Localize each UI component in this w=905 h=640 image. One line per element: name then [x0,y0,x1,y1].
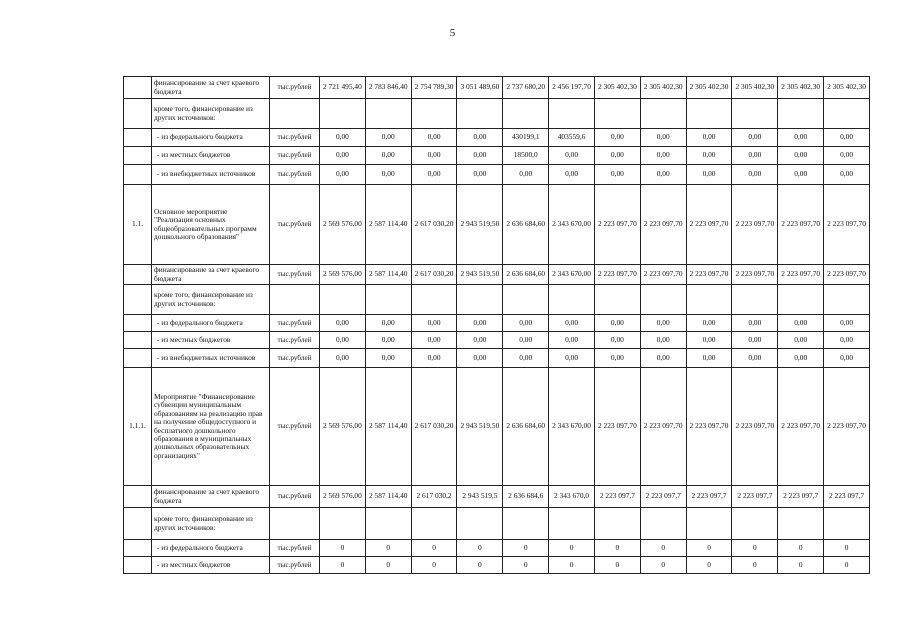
value-cell: 2 223 097,70 [732,265,778,285]
value-cell: 0,00 [640,315,686,332]
value-cell: 0,00 [732,147,778,165]
value-cell: 0,00 [778,147,824,165]
value-cell: 0 [732,557,778,574]
value-cell: 0,00 [457,165,503,185]
value-cell: 0,00 [732,332,778,349]
value-cell [411,508,457,540]
row-unit-cell [270,99,320,129]
budget-table-body [124,77,870,574]
value-cell: 2 223 097,7 [594,486,640,508]
value-cell: 2 617 030,2 [411,486,457,508]
row-unit-cell: тыс.рублей [270,349,320,368]
value-cell [320,508,366,540]
row-unit-cell: тыс.рублей [270,368,320,486]
value-cell: 0 [824,557,870,574]
value-cell: 0,00 [778,165,824,185]
value-cell: 2 343 670,00 [549,185,595,265]
value-cell: 0,00 [411,349,457,368]
value-cell: 0 [411,557,457,574]
value-cell: 0,00 [686,147,732,165]
value-cell: 2 223 097,70 [640,265,686,285]
row-code-cell [124,99,152,129]
value-cell [503,285,549,315]
value-cell: 2 223 097,70 [640,368,686,486]
row-unit-cell: тыс.рублей [270,77,320,99]
row-unit-cell: тыс.рублей [270,486,320,508]
value-cell [824,508,870,540]
value-cell: 0,00 [640,349,686,368]
value-cell [778,99,824,129]
value-cell: 0,00 [503,165,549,185]
value-cell [824,99,870,129]
value-cell: 0,00 [686,165,732,185]
value-cell: 0,00 [549,332,595,349]
value-cell: 2 636 684,60 [503,185,549,265]
value-cell: 0,00 [320,147,366,165]
value-cell [365,508,411,540]
value-cell: 0,00 [365,147,411,165]
value-cell: 0,00 [824,315,870,332]
value-cell: 0,00 [640,129,686,147]
value-cell: 0,00 [549,147,595,165]
value-cell: 0,00 [778,315,824,332]
value-cell: 0,00 [365,349,411,368]
row-unit-cell: тыс.рублей [270,129,320,147]
value-cell: 0,00 [549,315,595,332]
value-cell [778,508,824,540]
value-cell: 2 587 114,40 [365,185,411,265]
value-cell [365,285,411,315]
value-cell: 0,00 [457,349,503,368]
row-code-cell [124,349,152,368]
value-cell: 2 223 097,70 [824,185,870,265]
value-cell: 0 [503,540,549,557]
value-cell: 3 051 489,60 [457,77,503,99]
value-cell: 0,00 [824,147,870,165]
table-row [124,486,870,508]
value-cell: 2 617 030,20 [411,185,457,265]
value-cell: 0,00 [365,165,411,185]
value-cell: 2 943 519,50 [457,185,503,265]
row-name-cell: Мероприятие "Финансирование субвенции муниципальным образованиям на реализацию прав на получение общедоступного и бесплатного дошкольного образования в муниципальных дошкольных образовательных организациях" [152,368,270,486]
value-cell: 2 617 030,20 [411,265,457,285]
value-cell: 2 587 114,40 [365,368,411,486]
value-cell: 0 [732,540,778,557]
value-cell: 0 [549,540,595,557]
value-cell: 0,00 [732,315,778,332]
row-code-cell [124,77,152,99]
value-cell: 0 [594,557,640,574]
value-cell: 2 636 684,6 [503,486,549,508]
value-cell [594,508,640,540]
table-row [124,185,870,265]
value-cell: 0,00 [594,349,640,368]
value-cell: 0,00 [411,165,457,185]
value-cell: 0,00 [594,315,640,332]
row-name-cell: финансирование за счет краевого бюджета [152,77,270,99]
value-cell [411,99,457,129]
value-cell: 0 [365,540,411,557]
row-unit-cell: тыс.рублей [270,147,320,165]
value-cell: 0 [778,557,824,574]
value-cell: 2 223 097,7 [686,486,732,508]
value-cell: 0,00 [457,315,503,332]
value-cell: 2 343 670,00 [549,368,595,486]
value-cell [503,508,549,540]
value-cell: 0 [686,557,732,574]
value-cell: 2 343 670,0 [549,486,595,508]
value-cell: 2 587 114,40 [365,265,411,285]
row-unit-cell [270,508,320,540]
value-cell [320,285,366,315]
value-cell: 0,00 [824,165,870,185]
value-cell [640,99,686,129]
value-cell: 0,00 [778,349,824,368]
value-cell: 0 [778,540,824,557]
value-cell [594,285,640,315]
value-cell: 0,00 [411,332,457,349]
value-cell: 0,00 [594,147,640,165]
value-cell: 0 [503,557,549,574]
row-code-cell [124,540,152,557]
table-row [124,99,870,129]
table-row [124,129,870,147]
value-cell: 0,00 [457,147,503,165]
value-cell: 0 [640,540,686,557]
row-name-cell: - из внебюджетных источников [152,165,270,185]
value-cell: 0,00 [549,165,595,185]
value-cell: 0,00 [686,332,732,349]
value-cell: 0,00 [320,315,366,332]
value-cell: 2 223 097,70 [732,185,778,265]
budget-table [123,76,870,574]
value-cell [549,508,595,540]
table-row [124,147,870,165]
value-cell: 2 943 519,5 [457,486,503,508]
row-code-cell: 1.1.1. [124,368,152,486]
value-cell: 2 305 402,30 [594,77,640,99]
value-cell: 0,00 [411,315,457,332]
value-cell [503,99,549,129]
row-unit-cell: тыс.рублей [270,332,320,349]
value-cell [640,508,686,540]
table-row [124,165,870,185]
value-cell [457,99,503,129]
row-code-cell [124,486,152,508]
value-cell: 0 [824,540,870,557]
value-cell: 0,00 [549,349,595,368]
value-cell: 2 305 402,30 [778,77,824,99]
value-cell: 2 569 576,00 [320,486,366,508]
value-cell: 2 943 519,50 [457,368,503,486]
value-cell [457,508,503,540]
value-cell: 2 223 097,70 [778,368,824,486]
row-code-cell: 1.1. [124,185,152,265]
value-cell: 2 617 030,20 [411,368,457,486]
value-cell: 0 [686,540,732,557]
value-cell [549,99,595,129]
row-name-cell: финансирование за счет краевого бюджета [152,265,270,285]
table-row [124,349,870,368]
value-cell: 0,00 [778,129,824,147]
value-cell: 0,00 [320,129,366,147]
table-row [124,368,870,486]
table-row [124,77,870,99]
value-cell [365,99,411,129]
value-cell: 2 587 114,40 [365,486,411,508]
row-code-cell [124,285,152,315]
value-cell: 2 223 097,7 [778,486,824,508]
value-cell: 0,00 [503,332,549,349]
row-code-cell [124,165,152,185]
value-cell: 2 223 097,70 [824,368,870,486]
value-cell: 0,00 [503,349,549,368]
value-cell: 0,00 [457,129,503,147]
value-cell: 0,00 [594,165,640,185]
value-cell: 2 343 670,00 [549,265,595,285]
value-cell: 2 223 097,70 [686,368,732,486]
value-cell: 0 [594,540,640,557]
value-cell: 2 783 846,40 [365,77,411,99]
value-cell: 2 305 402,30 [824,77,870,99]
row-name-cell: кроме того, финансирование из других источников: [152,99,270,129]
value-cell: 0,00 [778,332,824,349]
value-cell: 18500,0 [503,147,549,165]
value-cell: 0,00 [594,332,640,349]
value-cell: 0,00 [640,165,686,185]
value-cell: 0 [320,540,366,557]
row-code-cell [124,129,152,147]
value-cell [732,285,778,315]
value-cell [320,99,366,129]
value-cell: 0,00 [732,165,778,185]
value-cell: 0,00 [411,147,457,165]
value-cell [411,285,457,315]
value-cell: 2 223 097,7 [824,486,870,508]
value-cell: 2 569 576,00 [320,368,366,486]
value-cell: 2 223 097,70 [686,265,732,285]
row-unit-cell: тыс.рублей [270,557,320,574]
value-cell: 0,00 [732,129,778,147]
row-name-cell: Основное мероприятие "Реализация основных общеобразовательных программ дошкольного образования" [152,185,270,265]
table-row [124,540,870,557]
value-cell: 2 305 402,30 [640,77,686,99]
table-row [124,508,870,540]
page-number: 5 [449,27,456,39]
value-cell: 0,00 [824,332,870,349]
value-cell [457,285,503,315]
value-cell: 0 [411,540,457,557]
value-cell: 0,00 [640,332,686,349]
value-cell: 2 223 097,70 [732,368,778,486]
value-cell: 2 223 097,70 [594,368,640,486]
value-cell: 2 223 097,7 [640,486,686,508]
row-name-cell: - из внебюджетных источников [152,349,270,368]
row-unit-cell: тыс.рублей [270,315,320,332]
value-cell: 0 [457,540,503,557]
value-cell [686,99,732,129]
value-cell: 2 305 402,30 [732,77,778,99]
value-cell: 430199,1 [503,129,549,147]
value-cell: 0,00 [503,315,549,332]
row-name-cell: - из местных бюджетов [152,332,270,349]
value-cell: 0,00 [824,349,870,368]
value-cell: 0 [640,557,686,574]
value-cell: 0 [549,557,595,574]
value-cell [732,99,778,129]
row-code-cell [124,508,152,540]
row-name-cell: кроме того, финансирование из других источников: [152,285,270,315]
value-cell [824,285,870,315]
value-cell [686,285,732,315]
value-cell: 2 636 684,60 [503,368,549,486]
row-name-cell: кроме того, финансирование из других источников: [152,508,270,540]
value-cell: 0,00 [365,315,411,332]
value-cell: 0 [365,557,411,574]
row-unit-cell: тыс.рублей [270,265,320,285]
row-unit-cell: тыс.рублей [270,540,320,557]
row-unit-cell: тыс.рублей [270,185,320,265]
row-code-cell [124,332,152,349]
value-cell: 0,00 [365,129,411,147]
value-cell: 0,00 [686,315,732,332]
value-cell: 2 223 097,70 [824,265,870,285]
value-cell [549,285,595,315]
value-cell: 0 [457,557,503,574]
value-cell: 0 [320,557,366,574]
value-cell: 2 456 197,70 [549,77,595,99]
table-row [124,315,870,332]
value-cell: 2 223 097,70 [594,265,640,285]
value-cell: 0,00 [686,129,732,147]
value-cell: 2 223 097,70 [594,185,640,265]
table-row [124,332,870,349]
row-unit-cell [270,285,320,315]
value-cell: 2 305 402,30 [686,77,732,99]
table-row [124,265,870,285]
row-name-cell: финансирование за счет краевого бюджета [152,486,270,508]
value-cell: 2 737 680,20 [503,77,549,99]
value-cell: 0,00 [640,147,686,165]
value-cell: 2 223 097,70 [778,265,824,285]
row-name-cell: - из федерального бюджета [152,129,270,147]
value-cell: 0,00 [594,129,640,147]
row-unit-cell: тыс.рублей [270,165,320,185]
value-cell: 0,00 [320,165,366,185]
value-cell [732,508,778,540]
value-cell: 2 754 789,30 [411,77,457,99]
value-cell: 0,00 [320,349,366,368]
row-name-cell: - из федерального бюджета [152,315,270,332]
value-cell [778,285,824,315]
value-cell: 0,00 [824,129,870,147]
value-cell: 2 721 495,40 [320,77,366,99]
value-cell: 0,00 [686,349,732,368]
value-cell: 0,00 [457,332,503,349]
value-cell: 0,00 [365,332,411,349]
value-cell: 0,00 [320,332,366,349]
table-row [124,557,870,574]
table-row [124,285,870,315]
value-cell [594,99,640,129]
value-cell: 2 569 576,00 [320,265,366,285]
value-cell: 403559,6 [549,129,595,147]
row-name-cell: - из местных бюджетов [152,557,270,574]
value-cell: 2 223 097,70 [686,185,732,265]
value-cell: 0,00 [411,129,457,147]
value-cell: 0,00 [732,349,778,368]
row-code-cell [124,315,152,332]
row-code-cell [124,265,152,285]
value-cell: 2 569 576,00 [320,185,366,265]
row-code-cell [124,147,152,165]
value-cell [686,508,732,540]
value-cell: 2 943 519,50 [457,265,503,285]
value-cell: 2 223 097,70 [640,185,686,265]
row-code-cell [124,557,152,574]
row-name-cell: - из федерального бюджета [152,540,270,557]
value-cell [640,285,686,315]
value-cell: 2 223 097,7 [732,486,778,508]
row-name-cell: - из местных бюджетов [152,147,270,165]
value-cell: 2 636 684,60 [503,265,549,285]
value-cell: 2 223 097,70 [778,185,824,265]
